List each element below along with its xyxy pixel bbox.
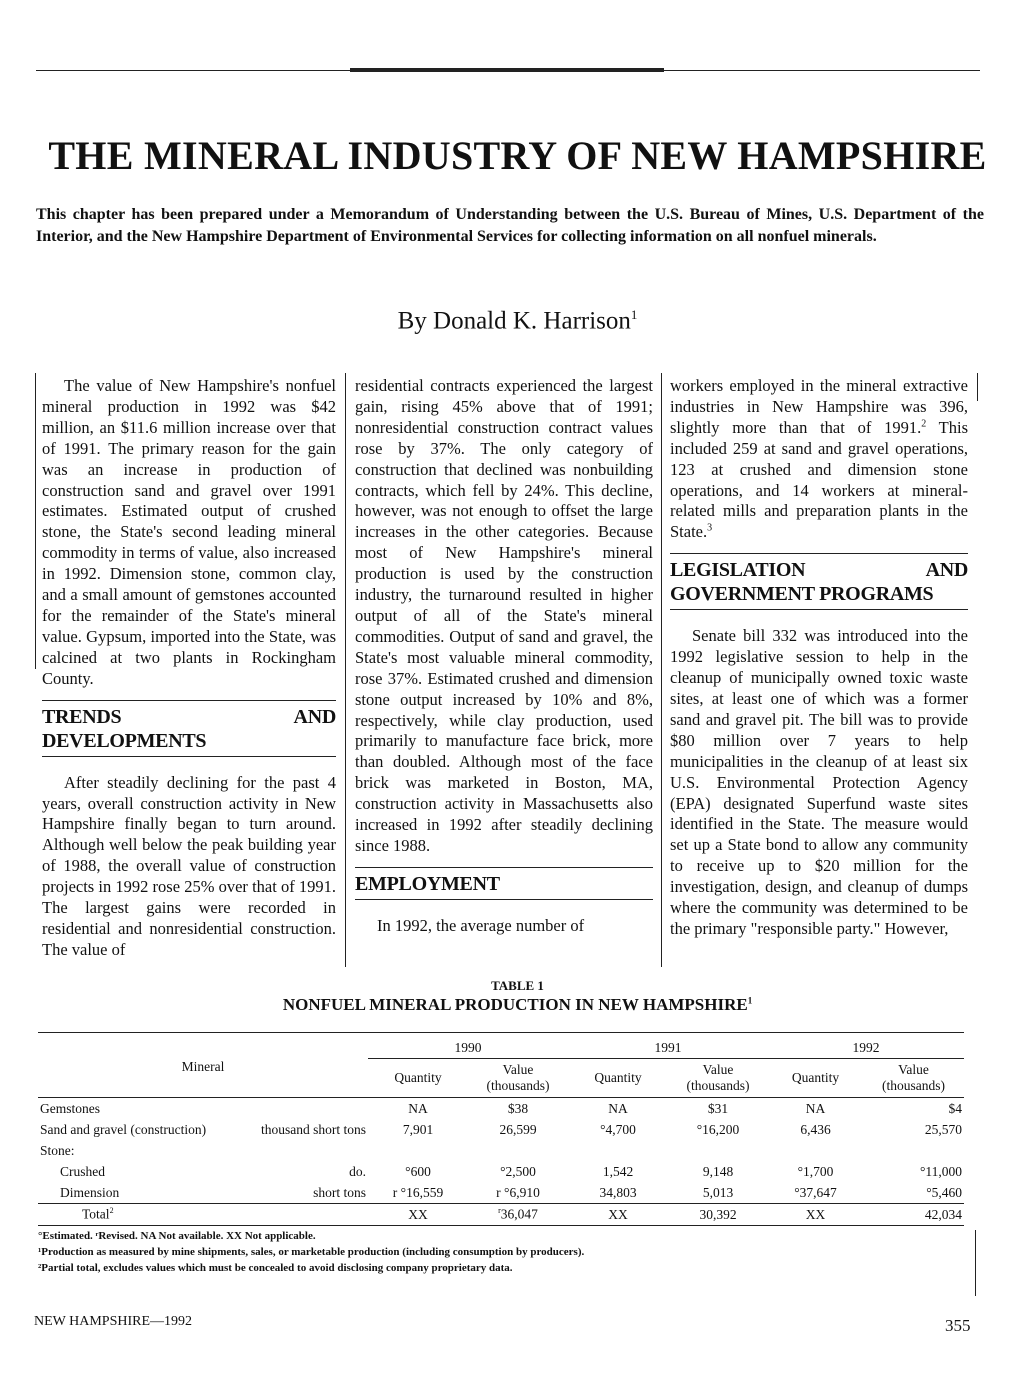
section-heading-trends: TRENDS AND DEVELOPMENTS xyxy=(42,700,336,757)
col3-paragraph-2: Senate bill 332 was introduced into the 1992 legislative session to help in the cleanup of municipally owned toxic waste sites, at least one of which was a former sand and gravel pit. The bill was to provide $80 million over 7 years to help municipalities in the cleanup of at least six U.S. Environmental Protection Agency (EPA) designated Superfund waste sites identified in the State. The measure would set up a State bond to allow any community to receive up to $20 million for the investigation, design, and cleanup of dumps where the community was determined to be the primary "responsible party." However, xyxy=(670,626,968,938)
cell-value: $38 xyxy=(507,1100,529,1116)
column-2 xyxy=(355,376,653,937)
row-mineral: Sand and gravel (construction) xyxy=(40,1121,207,1137)
total-label: Total$^2$ xyxy=(82,1206,114,1222)
cell-value: 30,392 xyxy=(668,1204,768,1226)
cell-quantity: 6,436 xyxy=(800,1121,831,1137)
author-footnote-mark: 1 xyxy=(630,307,638,322)
cell-value: 9,148 xyxy=(702,1163,734,1179)
header-rule-thick xyxy=(350,68,664,72)
col3-paragraph-1: workers employed in the mineral extractive industries in New Hampshire was 396, slightly more than that of 1991.$^2$ This included 259 at sand and gravel operations, 123 at crushed and dimension stone operations, and 14 workers at mineral-related mills and preparation plants in the State.$^3$ xyxy=(670,376,968,542)
intro-paragraph: This chapter has been prepared under a Memorandum of Understanding between the U.S. Bureau of Mines, U.S. Department of the Interior, and the New Hampshire Department of Environmental Services for collecting information on all nonfuel minerals. xyxy=(36,206,984,245)
table-note-1: °Estimated. ʳRevised. NA Not available. XX Not applicable. xyxy=(38,1230,316,1242)
table-title-footnote: 1 xyxy=(747,995,753,1006)
value-header: Value (thousands) xyxy=(686,1062,750,1093)
column-1 xyxy=(42,376,336,961)
cell-value: $^r$36,047 xyxy=(468,1204,568,1226)
year-header: 1992 xyxy=(768,1037,964,1059)
cell-quantity: NA xyxy=(805,1100,826,1116)
mineral-header: Mineral xyxy=(181,1059,225,1074)
production-table xyxy=(38,1037,964,1226)
cell-value: 26,599 xyxy=(499,1121,537,1137)
cell-quantity: 34,803 xyxy=(568,1182,668,1204)
row-unit xyxy=(238,1098,368,1120)
page-title: THE MINERAL INDUSTRY OF NEW HAMPSHIRE xyxy=(48,133,987,178)
table-note-3: ²Partial total, excludes values which must be concealed to avoid disclosing company proprietary data. xyxy=(38,1262,513,1274)
cell-value xyxy=(468,1140,568,1161)
cell-quantity: XX xyxy=(368,1204,468,1226)
cell-value: °11,000 xyxy=(919,1163,962,1179)
value-header: Value (thousands) xyxy=(486,1062,550,1093)
table-row xyxy=(38,1161,964,1182)
col2-paragraph-1: residential contracts experienced the largest gain, rising 45% above that of 1991; nonresidential construction contract values rose by 37%. The only category of construction that declined was nonbuilding contracts, which fell by 24%. This decline, however, was not enough to offset the large increases in the other categories. Because most of New Hampshire's mineral production is used by the construction industry, the turnaround resulted in higher output of all of the State's mineral commodities. Output of sand and gravel, the State's most valuable mineral commodity, rose 37%. Estimated crushed and dimension stone output increased by 10% and 8%, respectively, while clay production, used primarily to manufacture face brick, more than doubled. Although most of the face brick was marketed in Boston, MA, construction activity in Massachusetts also increased in 1992 after steadily declining since 1988. xyxy=(355,376,653,855)
row-mineral: Stone: xyxy=(40,1142,75,1158)
column-rule-2 xyxy=(661,373,662,967)
table-row xyxy=(38,1119,964,1140)
row-mineral: Gemstones xyxy=(40,1100,100,1116)
row-unit: short tons xyxy=(238,1182,368,1204)
row-mineral: Dimension xyxy=(38,1182,238,1204)
cell-quantity: r °16,559 xyxy=(368,1182,468,1204)
table-row xyxy=(38,1140,964,1161)
quantity-header: Quantity xyxy=(594,1070,642,1085)
quantity-header: Quantity xyxy=(791,1070,840,1085)
col2-paragraph-2: In 1992, the average number of xyxy=(377,915,585,935)
cell-quantity: NA xyxy=(608,1100,628,1116)
cell-quantity xyxy=(768,1140,863,1161)
section-heading-employment: EMPLOYMENT xyxy=(355,867,653,900)
cell-value xyxy=(863,1140,964,1161)
cell-value: °5,460 xyxy=(863,1182,964,1204)
column-3 xyxy=(670,376,968,940)
cell-value xyxy=(668,1140,768,1161)
column-rule-left xyxy=(35,373,36,669)
value-header: Value (thousands) xyxy=(882,1062,945,1093)
table-title: NONFUEL MINERAL PRODUCTION IN NEW HAMPSHIRE$^1$ xyxy=(282,995,753,1014)
running-footer: NEW HAMPSHIRE—1992 xyxy=(34,1314,193,1329)
section-heading-legislation: LEGISLATION AND GOVERNMENT PROGRAMS xyxy=(670,553,968,610)
cell-value: °2,500 xyxy=(500,1163,536,1179)
table-label: TABLE 1 xyxy=(491,978,544,993)
cell-quantity: XX xyxy=(568,1204,668,1226)
cell-value: 25,570 xyxy=(924,1121,962,1137)
table-top-rule xyxy=(38,1032,964,1033)
table-total-row xyxy=(38,1204,964,1226)
cell-quantity: °1,700 xyxy=(797,1163,834,1179)
cell-quantity: XX xyxy=(768,1204,863,1226)
column-rule-1 xyxy=(345,373,346,967)
table-row xyxy=(38,1098,964,1120)
col1-paragraph-1: The value of New Hampshire's nonfuel mineral production in 1992 was $42 million, an $11.6 million increase over that of 1991. The primary reason for the gain was an increase in production of construction sand and gravel over 1991 estimates. Estimated output of crushed stone, the State's second leading mineral commodity in terms of value, also increased in 1992. Dimension stone, common clay, and a small amount of gemstones accounted for the remainder of the State's mineral value. Gypsum, imported into the State, was calcined at two plants in Rockingham County. xyxy=(42,376,336,688)
cell-quantity: 7,901 xyxy=(402,1121,434,1137)
cell-quantity: °4,700 xyxy=(600,1121,636,1137)
cell-value: 5,013 xyxy=(668,1182,768,1204)
table-note-2: ¹Production as measured by mine shipments, sales, or marketable production (including consumption by producers). xyxy=(38,1246,585,1258)
quantity-header: Quantity xyxy=(394,1070,442,1085)
row-mineral: Crushed xyxy=(60,1163,105,1179)
row-unit: thousand short tons xyxy=(260,1121,366,1137)
author-line: By Donald K. Harrison$^1$ xyxy=(397,307,638,335)
table-row xyxy=(38,1182,964,1204)
cell-quantity: °37,647 xyxy=(768,1182,863,1204)
row-unit: do. xyxy=(349,1163,366,1179)
column-rule-right xyxy=(977,373,978,401)
cell-value: $4 xyxy=(948,1100,962,1116)
table-header-years xyxy=(38,1037,964,1059)
cell-quantity: NA xyxy=(408,1100,428,1116)
cell-value: °16,200 xyxy=(696,1121,740,1137)
cell-value: 42,034 xyxy=(863,1204,964,1226)
page-number: 355 xyxy=(945,1316,971,1335)
cell-quantity xyxy=(368,1140,468,1161)
year-header: 1990 xyxy=(368,1037,568,1059)
cell-value: $31 xyxy=(707,1100,729,1116)
cell-quantity: °600 xyxy=(405,1163,431,1179)
col1-paragraph-2: After steadily declining for the past 4 years, overall construction activity in New Hampshire finally began to turn around. Although well below the peak building year of 1988, the overall value of construction projects in 1992 rose 25% over that of 1991. The largest gains were recorded in residential and nonresidential construction. The value of xyxy=(42,772,336,959)
cell-value: r °6,910 xyxy=(468,1182,568,1204)
year-header: 1991 xyxy=(568,1037,768,1059)
cell-quantity: 1,542 xyxy=(602,1163,634,1179)
row-unit xyxy=(238,1140,368,1161)
cell-quantity xyxy=(568,1140,668,1161)
table-side-rule xyxy=(975,1230,976,1296)
